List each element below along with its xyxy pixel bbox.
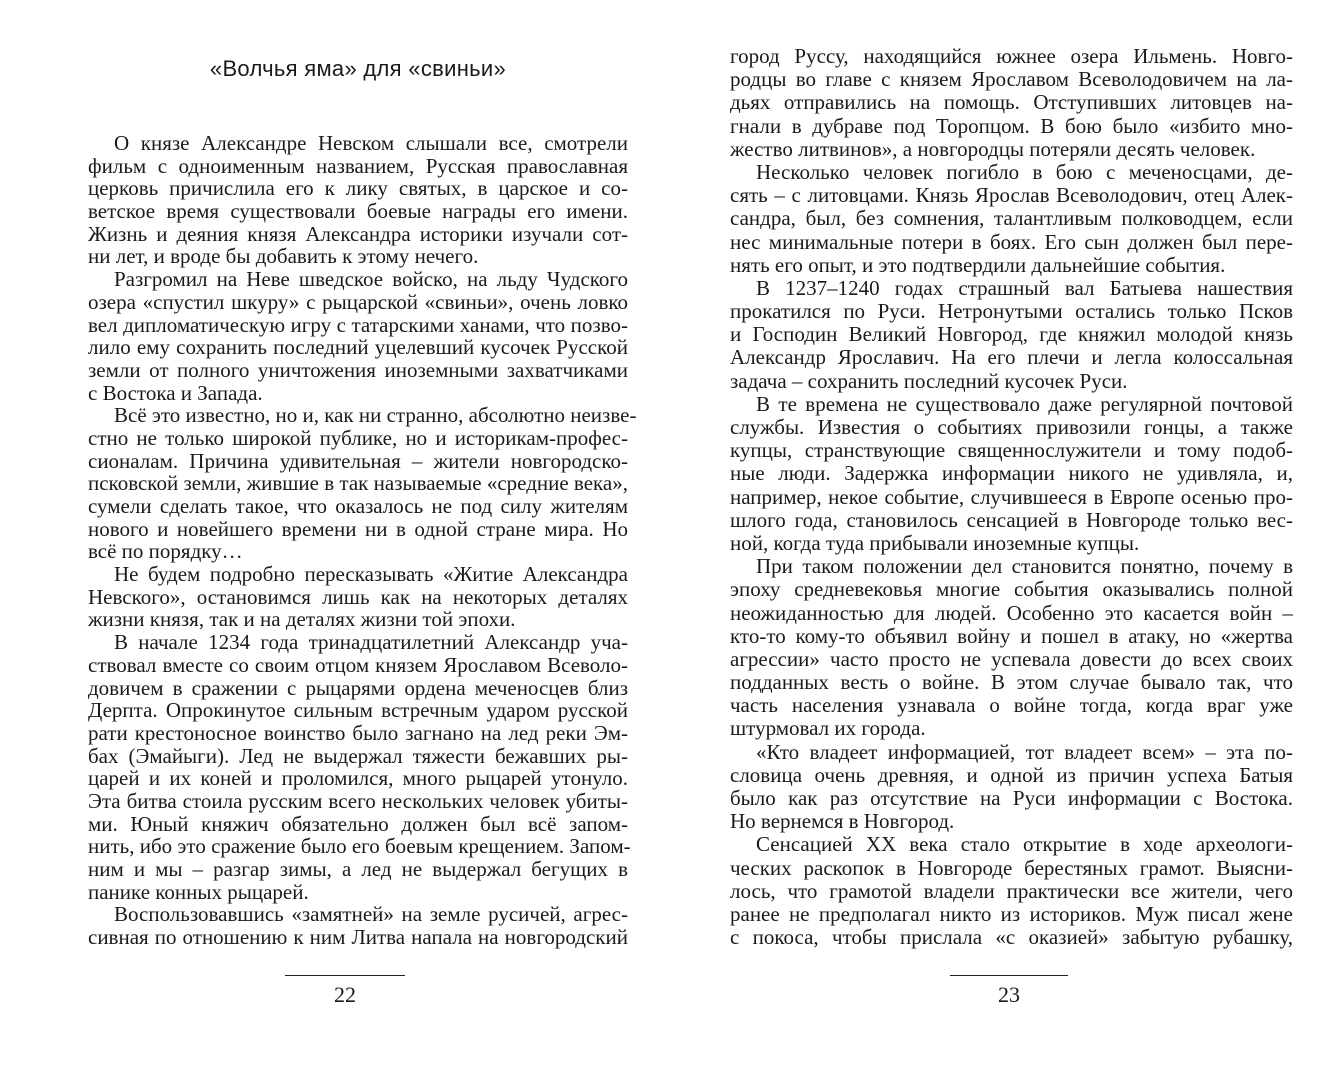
text-line: ним и мы – разгар зимы, а лед не выдержал бегущих в bbox=[88, 857, 628, 881]
text-line: Несколько человек погибло в бою с меченосцами, де- bbox=[756, 159, 1293, 184]
text-line: прокатился по Руси. Нетронутыми остались только Псков bbox=[730, 299, 1293, 324]
text-line: город Руссу, находящийся южнее озера Ильмень. Новго- bbox=[730, 44, 1293, 68]
text-line: родцы во главе с князем Ярославом Всеволодовичем на ла- bbox=[730, 67, 1293, 92]
text-line: В 1237–1240 годах страшный вал Батыева нашествия bbox=[756, 275, 1293, 300]
text-line: шлого года, становилось сенсацией в Новгороде только вес- bbox=[730, 507, 1293, 532]
text-line: Эта битва стоила русским всего нескольких человек убиты- bbox=[88, 788, 628, 813]
text-line: Разгромил на Неве шведское войско, на льду Чудского bbox=[114, 267, 628, 292]
text-line: жизни князя, так и на деталях жизни той эпохи. bbox=[88, 607, 516, 632]
text-line: нового и новейшего времени ни в одной стране мира. Но bbox=[88, 516, 628, 541]
text-line: В начале 1234 года тринадцатилетний Александр уча- bbox=[114, 630, 628, 655]
text-line: «Кто владеет информацией, тот владеет всем» – эта по- bbox=[756, 739, 1293, 764]
text-line: земли от полного уничтожения иноземными захватчиками bbox=[88, 357, 628, 382]
text-line: сивная по отношению к ним Литва напала на новгородский bbox=[88, 925, 628, 950]
paragraph bbox=[88, 403, 637, 564]
text-line: вел дипломатическую игру с татарскими ханами, что позво- bbox=[88, 312, 628, 337]
text-line: ствовал вместе со своим отцом князем Ярославом Всеволо- bbox=[88, 652, 628, 677]
text-line: Невского», остановимся лишь как на некоторых деталях bbox=[88, 584, 628, 609]
text-line: рати крестоносное воинство было загнано на лед реки Эм- bbox=[88, 720, 628, 745]
footer-rule-left bbox=[285, 975, 405, 976]
text-line: бах (Эмайыги). Лед не выдержал тяжести бежавших ры- bbox=[88, 743, 628, 768]
text-line: сионалам. Причина удивительная – жители новгородско- bbox=[88, 448, 628, 473]
text-line: штурмовал их города. bbox=[730, 716, 926, 741]
text-line: нес минимальные потери в боях. Его сын должен был пере- bbox=[730, 229, 1293, 254]
text-line: ной, когда туда прибывали иноземные купцы. bbox=[730, 530, 1140, 555]
paragraph bbox=[88, 563, 628, 631]
text-line: Воспользовавшись «замятней» на земле русичей, агрес- bbox=[114, 902, 628, 927]
paragraph bbox=[730, 277, 1293, 393]
footer-rule-right bbox=[950, 975, 1068, 976]
left-page-body bbox=[88, 131, 637, 950]
text-line: и Господин Великий Новгород, где княжил молодой князь bbox=[730, 322, 1293, 347]
text-line: неожиданностью для людей. Особенно это касается войн – bbox=[730, 600, 1293, 625]
paragraph bbox=[730, 833, 1293, 949]
paragraph bbox=[730, 741, 1293, 834]
text-line: О князе Александре Невском слышали все, смотрели bbox=[114, 131, 628, 155]
text-line: было как раз отсутствие на Руси информации с Востока. bbox=[730, 786, 1293, 810]
paragraph bbox=[88, 903, 628, 948]
paragraph bbox=[730, 393, 1293, 555]
text-line: нить, ибо это сражение было его боевым крещением. Запом- bbox=[88, 834, 631, 859]
text-line: жество литвинов», а новгородцы потеряли десять человек. bbox=[730, 136, 1256, 161]
text-line: ми. Юный княжич обязательно должен был всё запом- bbox=[88, 811, 628, 836]
text-line: псковской земли, жившие в так называемые «средние века», bbox=[88, 471, 628, 496]
text-line: агрессии» часто просто не успевала довести до всех своих bbox=[730, 646, 1293, 671]
text-line: Всё это известно, но и, как ни странно, абсолютно неизве- bbox=[114, 403, 637, 428]
text-line: царей и их коней и проломился, много рыцарей утонуло. bbox=[88, 766, 628, 791]
paragraph bbox=[730, 161, 1293, 277]
paragraph bbox=[730, 555, 1293, 741]
text-line: с покоса, чтобы прислала «с оказией» забытую рубашку, bbox=[730, 925, 1293, 950]
text-line: Дерпта. Опрокинутое сильным встречным ударом русской bbox=[88, 698, 628, 723]
text-line: панике конных рыцарей. bbox=[88, 879, 309, 904]
text-line: задача – сохранить последний кусочек Руси. bbox=[730, 368, 1128, 393]
text-line: сандра, был, без сомнения, талантливым полководцем, если bbox=[730, 206, 1293, 231]
text-line: Не будем подробно пересказывать «Житие Александра bbox=[114, 562, 628, 587]
text-line: купцы, странствующие священнослужители и тому подоб- bbox=[730, 438, 1293, 463]
text-line: дьях отправились на помощь. Отступивших литовцев на- bbox=[730, 90, 1293, 115]
text-line: церковь причислила его к лику святых, в царское и со- bbox=[88, 176, 628, 201]
page-number-left: 22 bbox=[334, 982, 356, 1007]
text-line: службы. Известия о событиях привозили гонцы, а также bbox=[730, 415, 1293, 439]
text-line: сять – с литовцами. Князь Ярослав Всеволодович, отец Алек- bbox=[730, 183, 1293, 208]
page-number-right: 23 bbox=[998, 982, 1020, 1007]
text-line: озера «спустил шкуру» с рыцарской «свиньи», очень ловко bbox=[88, 289, 628, 314]
text-line: нять его опыт, и это подтвердили дальнейшие события. bbox=[730, 252, 1226, 277]
text-line: гнали в дубраве под Торопцом. В бою было «избито мно- bbox=[730, 113, 1293, 138]
text-line: фильм с одноименным названием, Русская православная bbox=[88, 153, 628, 178]
paragraph bbox=[88, 268, 628, 404]
text-line: ни лет, и вроде бы добавить к этому нечего. bbox=[88, 244, 479, 269]
text-line: подданных весть о войне. В этом случае бывало так, что bbox=[730, 670, 1293, 695]
text-line: довичем в сражении с рыцарями ордена меченосцев близ bbox=[88, 675, 628, 700]
text-line: лило ему сохранить последний уцелевший кусочек Русской bbox=[88, 335, 628, 360]
text-line: например, некое событие, случившееся в Европе осенью про- bbox=[730, 484, 1293, 509]
running-header-title: «Волчья яма» для «свиньи» bbox=[209, 56, 507, 81]
text-line: лось, что грамотой владели практически все жители, чего bbox=[730, 878, 1293, 903]
text-line: Александр Ярославич. На его плечи и легла колоссальная bbox=[730, 345, 1293, 370]
text-line: Жизнь и деяния князя Александра историки изучали сот- bbox=[88, 221, 628, 246]
text-line: В те времена не существовало даже регулярной почтовой bbox=[756, 391, 1293, 416]
paragraph bbox=[730, 45, 1293, 161]
text-line: Сенсацией XX века стало открытие в ходе археологи- bbox=[756, 832, 1293, 857]
text-line: сумели сделать такое, что оказалось не под силу жителям bbox=[88, 494, 628, 518]
text-line: кто-то кому-то объявил войну и пошел в атаку, но «жертва bbox=[730, 623, 1293, 648]
text-line: стно не только широкой публике, но и историкам-профес- bbox=[88, 425, 628, 450]
text-line: часть населения узнавала о войне тогда, когда враг уже bbox=[730, 693, 1293, 718]
right-page-body bbox=[730, 45, 1293, 949]
text-line: всё по порядку… bbox=[88, 539, 243, 564]
text-line: ные люди. Задержка информации никого не удивляла, и, bbox=[730, 461, 1293, 486]
text-line: ветское время существовали боевые награды его имени. bbox=[88, 199, 628, 224]
text-line: При таком положении дел становится понятно, почему в bbox=[756, 554, 1293, 579]
text-line: словица очень древняя, и одной из причин успеха Батыя bbox=[730, 762, 1293, 787]
paragraph bbox=[88, 132, 628, 268]
text-line: Но вернемся в Новгород. bbox=[730, 809, 955, 834]
text-line: эпоху средневековья многие события оказывались полной bbox=[730, 577, 1293, 602]
paragraph bbox=[88, 630, 631, 904]
text-line: ческих раскопок в Новгороде берестяных грамот. Выясни- bbox=[730, 855, 1293, 880]
text-line: с Востока и Запада. bbox=[88, 380, 263, 405]
text-line: ранее не предполагал никто из историков. Муж писал жене bbox=[730, 901, 1293, 926]
